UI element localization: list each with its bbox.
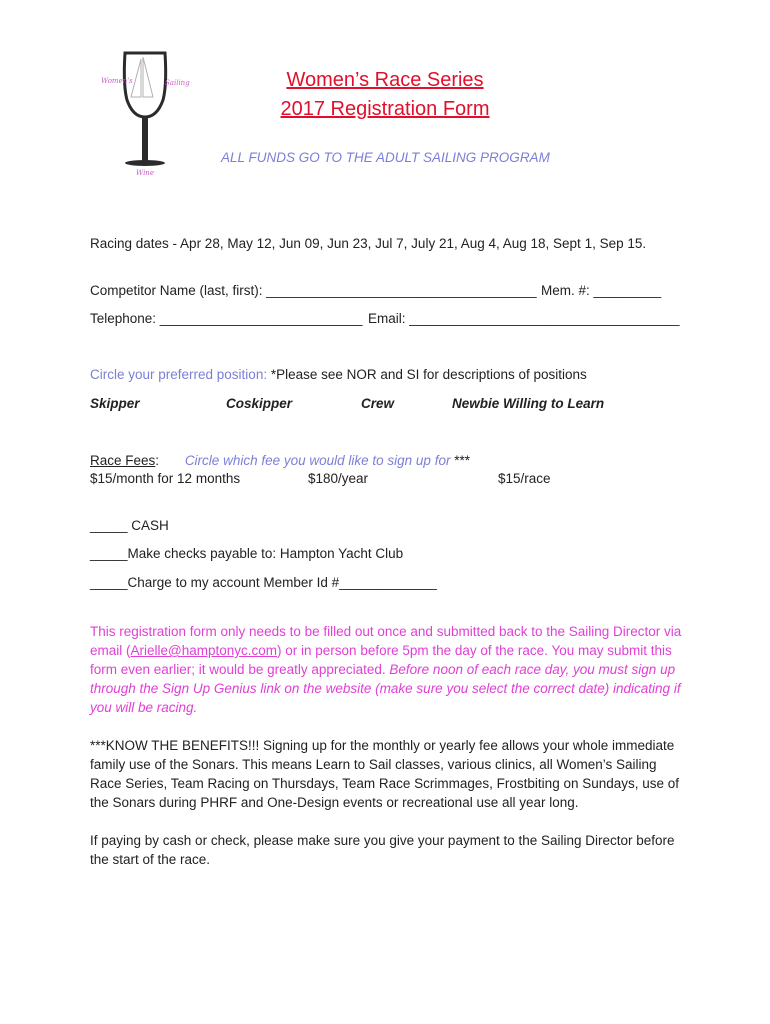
title-line-2: 2017 Registration Form [280,98,490,120]
benefits-paragraph: ***KNOW THE BENEFITS!!! Signing up for the monthly or yearly fee allows your whole immediate family use of the Sonars. This means Learn to Sail classes, various clinics, all Women’s Sailing Race Series, Team Racing on Thursdays, Team Race Scrimmages, Frostbiting on Sundays, use of the Sonars during PHRF and One-Design events or recreational use all year long. [90,738,680,810]
racing-dates: Racing dates - Apr 28, May 12, Jun 09, Jun 23, Jul 7, July 21, Aug 4, Aug 18, Sept 1, Sep 15. [90,236,647,251]
member-number-field[interactable]: Mem. #: _________ [541,283,662,298]
position-prompt: Circle your preferred position: [90,367,268,382]
race-fees-stars: *** [450,453,470,468]
email-field[interactable]: Email: ____________________________________ [368,311,680,326]
registration-notice [90,622,690,717]
logo-bottom-text: Wine [136,169,154,177]
position-option-crew[interactable]: Crew [361,396,395,411]
logo-right-text: Sailing [165,79,190,87]
logo [95,45,195,180]
title-line-1: Women’s Race Series [286,69,484,91]
fee-option-monthly[interactable]: $15/month for 12 months [90,471,241,486]
notice-italic: Before noon of each race day, you must sign up through the Sign Up Genius link on the website (make sure you select the correct date) indicating if you will be racing. [90,662,681,715]
race-fees-line [90,453,470,468]
position-option-skipper[interactable]: Skipper [90,396,140,411]
competitor-name-field[interactable]: Competitor Name (last, first): ____________________________________ [90,283,537,298]
payment-cash[interactable]: _____ CASH [90,518,169,533]
logo-left-text: Women's [101,77,133,85]
tagline: ALL FUNDS GO TO THE ADULT SAILING PROGRAM [221,150,550,165]
position-note: *Please see NOR and SI for descriptions of positions [270,367,587,382]
notice-part-2: ) or in person before 5pm the day of the race. You may submit this form even earlier; it would be greatly appreciated. [90,643,672,677]
notice-part-1: This registration form only needs to be filled out once and submitted back to the Sailing Director via email ( [90,624,682,658]
payment-check[interactable]: _____Make checks payable to: Hampton Yacht Club [90,546,404,561]
position-option-newbie[interactable]: Newbie Willing to Learn [452,396,605,411]
race-fees-colon: : [155,453,160,468]
fee-option-per-race[interactable]: $15/race [498,471,551,486]
position-prompt-line [90,367,587,382]
position-option-coskipper[interactable]: Coskipper [226,396,293,411]
payment-charge[interactable]: _____Charge to my account Member Id #_____________ [90,575,437,590]
race-fees-label: Race Fees [90,453,156,468]
fee-option-yearly[interactable]: $180/year [308,471,369,486]
telephone-field[interactable]: Telephone: ___________________________ [90,311,363,326]
wine-glass-icon [95,45,195,180]
payment-note: If paying by cash or check, please make sure you give your payment to the Sailing Director before the start of the race. [90,833,675,867]
race-fees-prompt: Circle which fee you would like to sign up for [184,453,451,468]
director-email-link[interactable]: Arielle@hamptonyc.com [130,643,278,658]
